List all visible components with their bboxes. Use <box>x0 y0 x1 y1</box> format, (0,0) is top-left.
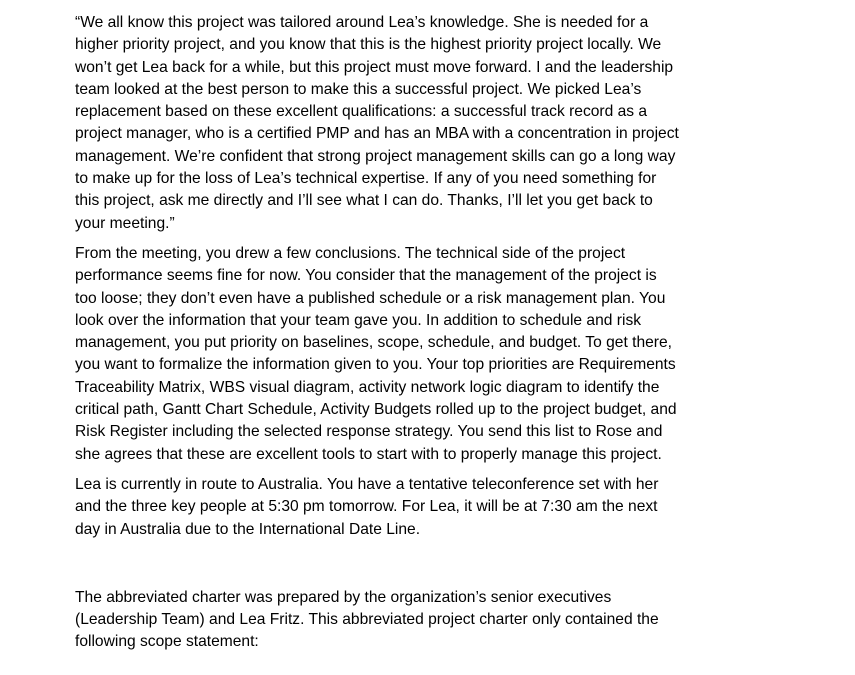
document-page <box>75 12 795 662</box>
conclusions-paragraph: From the meeting, you drew a few conclusions. The technical side of the project performance seems fine for now. You consider that the management of the project is too loose; they don’t even have a published schedule or a risk management plan. You look over the information that your team gave you. In addition to schedule and risk management, you put priority on baselines, scope, schedule, and budget. To get there, you want to formalize the information given to you. Your top priorities are Requirements Traceability Matrix, WBS visual diagram, activity network logic diagram to identify the critical path, Gantt Chart Schedule, Activity Budgets rolled up to the project budget, and Risk Register including the selected response strategy. You send this list to Rose and she agrees that these are excellent tools to start with to properly manage this project. <box>75 244 677 463</box>
blank-line <box>75 549 795 587</box>
charter-paragraph: The abbreviated charter was prepared by the organization’s senior executives (Leadership Team) and Lea Fritz. This abbreviated project charter only contained the following scope statement: <box>75 588 659 651</box>
quote-paragraph: “We all know this project was tailored around Lea’s knowledge. She is needed for a higher priority project, and you know that this is the highest priority project locally. We won’t get Lea back for a while, but this project must move forward. I and the leadership team looked at the best person to make this a successful project. We picked Lea’s replacement based on these excellent qualifications: a successful track record as a project manager, who is a certified PMP and has an MBA with a concentration in project management. We’re confident that strong project management skills can go a long way to make up for the loss of Lea’s technical expertise. If any of you need something for this project, ask me directly and I’ll see what I can do. Thanks, I’ll let you get back to your meeting.” <box>75 14 679 232</box>
teleconference-paragraph: Lea is currently in route to Australia. You have a tentative teleconference set with her and the three key people at 5:30 pm tomorrow. For Lea, it will be at 7:30 am the next day in Australia due to the International Date Line. <box>75 475 659 538</box>
